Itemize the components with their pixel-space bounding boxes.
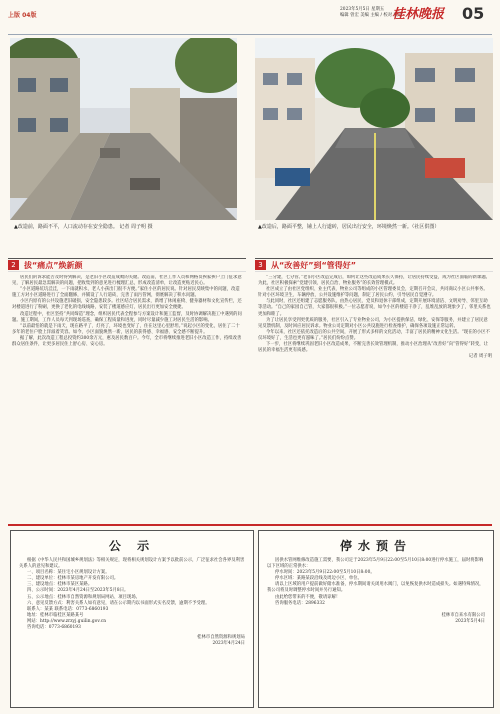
public-notice-line: 四、公示时间：2023年4月24日至2023年5月8日。 (27, 588, 129, 594)
page-label: 上版 04版 (8, 12, 37, 19)
public-notice-line: 一、项目名称：某住宅小区规划设计方案。 (27, 570, 110, 576)
public-notice-line: 五、公示地点：桂林市自然资源和规划局网站、项目现场。 (27, 594, 141, 600)
public-notice-line: 二、建设单位：桂林市某房地产开发有限公司。 (27, 576, 119, 582)
water-notice (258, 530, 494, 708)
water-notice-date: 2023年5月4日 (455, 618, 485, 624)
section-2-number: 2 (8, 260, 19, 270)
water-notice-title: 停水预告 (339, 539, 412, 553)
before-photo-caption: ▲改造前，路面不平，人口流动存在安全隐患。 记者 周子明 摄 (14, 224, 153, 230)
section-3-body (258, 275, 492, 513)
public-notice (10, 530, 254, 708)
section-2-paragraph: 据了解，此次改造工程总投资约300余万元，惠及居民数百户。今年，全市将继续推进老旧小区改造工作，持续改善群众居住条件，让更多居民住上舒心房、安心房。 (12, 335, 242, 348)
section-3-paragraph: 与此同时，社区还组建了志愿服务队，由热心居民、党员和退休干部组成，定期开展环境清洁、文明劝导、邻里互助等活动。“自己的家园自己管，大家都很积极。”一位志愿者说，如今小区的楼道干净了，乱堆乱放的现象少了，邻里关系也更加和睦了。 (258, 299, 491, 317)
public-notice-line: 根据《中华人民共和国城乡规划法》等相关规定，现将相关规划设计方案予以批前公示，广泛征求社会各界及利害关系人的意见和建议。 (19, 558, 245, 570)
public-notice-line: 三、建设地点：桂林市某区某路。 (27, 582, 93, 588)
water-notice-issuer: 桂林市自来水有限公司 (441, 612, 485, 618)
section-3-paragraph: 社区成立了由社区党组织、业主代表、物业公司等组成的小区管理委员会，定期召开会议，共同商议小区公共事务。针对小区环境卫生、车辆停放、公共设施维护等问题，制定了居民公约，引导居民自觉遵守。 (258, 287, 488, 299)
public-notice-line: 网站：http://www.zrzyj.guilin.gov.cn (27, 618, 107, 624)
section-2-title: 拔“痛点”焕新颜 (24, 260, 83, 270)
water-notice-line: 停水时间：2023年5月9日22:00至5月10日8:00。 (275, 570, 375, 576)
section-3-number: 3 (255, 260, 266, 270)
public-notice-line: 联系人：某某 联系电话：0773-6860193 (27, 606, 109, 612)
public-notice-line: 咨询电话：0773-6860193 (27, 625, 81, 631)
water-notice-line: 咨询服务电话：2896332 (275, 600, 325, 606)
section-3-byline: 记者 周子明 (468, 354, 492, 360)
section-2-paragraph: 居民们的诉求能否及时得到解决，是老旧小区改造成败的关键。改造前，社区工作人员和网格员挨家挨户上门征求意见，了解居民最急需解决的问题，把收集到的意见进行梳理汇总，形成改造清单，让改造更贴近民心。 (12, 275, 242, 287)
section-2-paragraph: 改造过程中，社区坚持“共同缔造”理念，组织居民代表全程参与方案设计和施工监督，及时协调解决施工中遇到的问题。施工期间，工作人员每天到现场巡查，确保工程质量和进度，同时尽量减少施工对居民生活的影响。 (12, 311, 242, 323)
section-3-paragraph: 下一步，社区将继续巩固老旧小区改造成果，不断完善长效管理机制，推动小区治理从“改善好”向“管得好”转变，让居民的幸福生活更有质感。 (258, 342, 488, 354)
before-photo (10, 38, 237, 220)
section-2-paragraph: 小区内原有的公共设施老旧破损，安全隐患较多。社区结合居民需求，新增了休闲座椅、健身器材和文化宣传栏，还对楼道进行了粉刷，更换了老化的电线线路，安装了楼道感应灯，居民出行更加安全便捷。 (12, 299, 242, 311)
section-3-paragraph: 为了让居民享受到更优质的服务，社区引入了专业物业公司，为小区提供保洁、绿化、安保等服务，并建立了居民意见反馈机制，及时回应居民诉求。物业公司定期对小区公共设施进行检查维护，确保各项设施正常运转。 (258, 317, 488, 329)
section-3-header (255, 258, 493, 272)
public-notice-line: 地址：桂林市临桂区某路某号 (27, 612, 84, 618)
public-notice-line: 六、意见反馈方式：利害关系人如有意见，请在公示期内以书面形式实名反馈，逾期不予受理。 (27, 600, 210, 606)
public-notice-date: 2023年4月24日 (212, 641, 245, 647)
public-notice-body (11, 554, 253, 647)
issue-date: 2023年5月5日 星期五 (340, 7, 385, 12)
section-3-paragraph: “三分建，七分管。”老旧小区改造完成后，如何让这些改造成果长久保持，让居民持续受益，成为社区面临的新课题。为此，社区积极探索“党建引领、居民自治、物业服务”的长效管理模式。 (258, 275, 491, 287)
public-notice-title: 公 示 (108, 539, 156, 553)
water-notice-line: 因供水管网维修改造施工需要，我公司定于2023年5月9日22:00至5月10日8:00进行停水施工，届时将影响以下区域的正常供水： (267, 558, 484, 570)
section-2-body (12, 275, 244, 513)
water-notice-line: 请以上区域的用户提前做好储水准备，停水期间请关闭用水阀门，以免恢复供水时造成损失。如遇特殊情况，我公司将及时调整停水时间并另行通知。 (267, 582, 484, 594)
section-3-paragraph: 今年以来，社区还依托改造后的公共空间，开展了形式多样的文化活动，丰富了居民的精神文化生活。“现在的小区不仅环境好了，生活也更有滋味了。”居民们纷纷点赞。 (258, 329, 490, 341)
water-notice-line: 由此给您带来的不便，敬请谅解！ (275, 594, 341, 600)
page-number: 05 (462, 4, 485, 23)
section-3-title: 从“改善好”到“管得好” (271, 260, 357, 270)
after-photo-caption: ▲改造后，路面平整，铺上人行道砖，居民出行安全，环境焕然一新。（社区供图） (258, 224, 440, 230)
after-photo (255, 38, 493, 220)
newspaper-title: 桂林晚报 (392, 7, 445, 22)
editor-line: 编辑 曾宏 美编 主编 / 校对 蒙欣 (340, 13, 403, 19)
section-2-paragraph: “小区道路坑坑洼洼，一下雨就积水，老人小孩出门很不方便。”家住小区的居民说。针对居民反映集中的问题，改造施工方对小区道路进行了全面翻修，并铺设了人行道砖，完善了雨污管网，彻底解决了积水问题。 (12, 287, 240, 299)
water-notice-body (259, 554, 493, 625)
notice-divider (8, 524, 492, 526)
header-rule (8, 34, 492, 35)
section-2-header (8, 258, 246, 272)
water-notice-line: 停水区域：某路某段沿线及周边小区、单位。 (275, 576, 362, 582)
public-notice-issuer: 桂林市自然资源和规划局 (197, 635, 245, 641)
section-2-paragraph: “以前最怕的就是下雨天，现在路平了、灯亮了，环境也变好了，住在这里心里舒坦。”说起小区的变化，居住了二十多年的老住户脸上洋溢着笑容。如今，小区面貌焕然一新，居民的获得感、幸福感、安全感不断提升。 (12, 323, 240, 335)
